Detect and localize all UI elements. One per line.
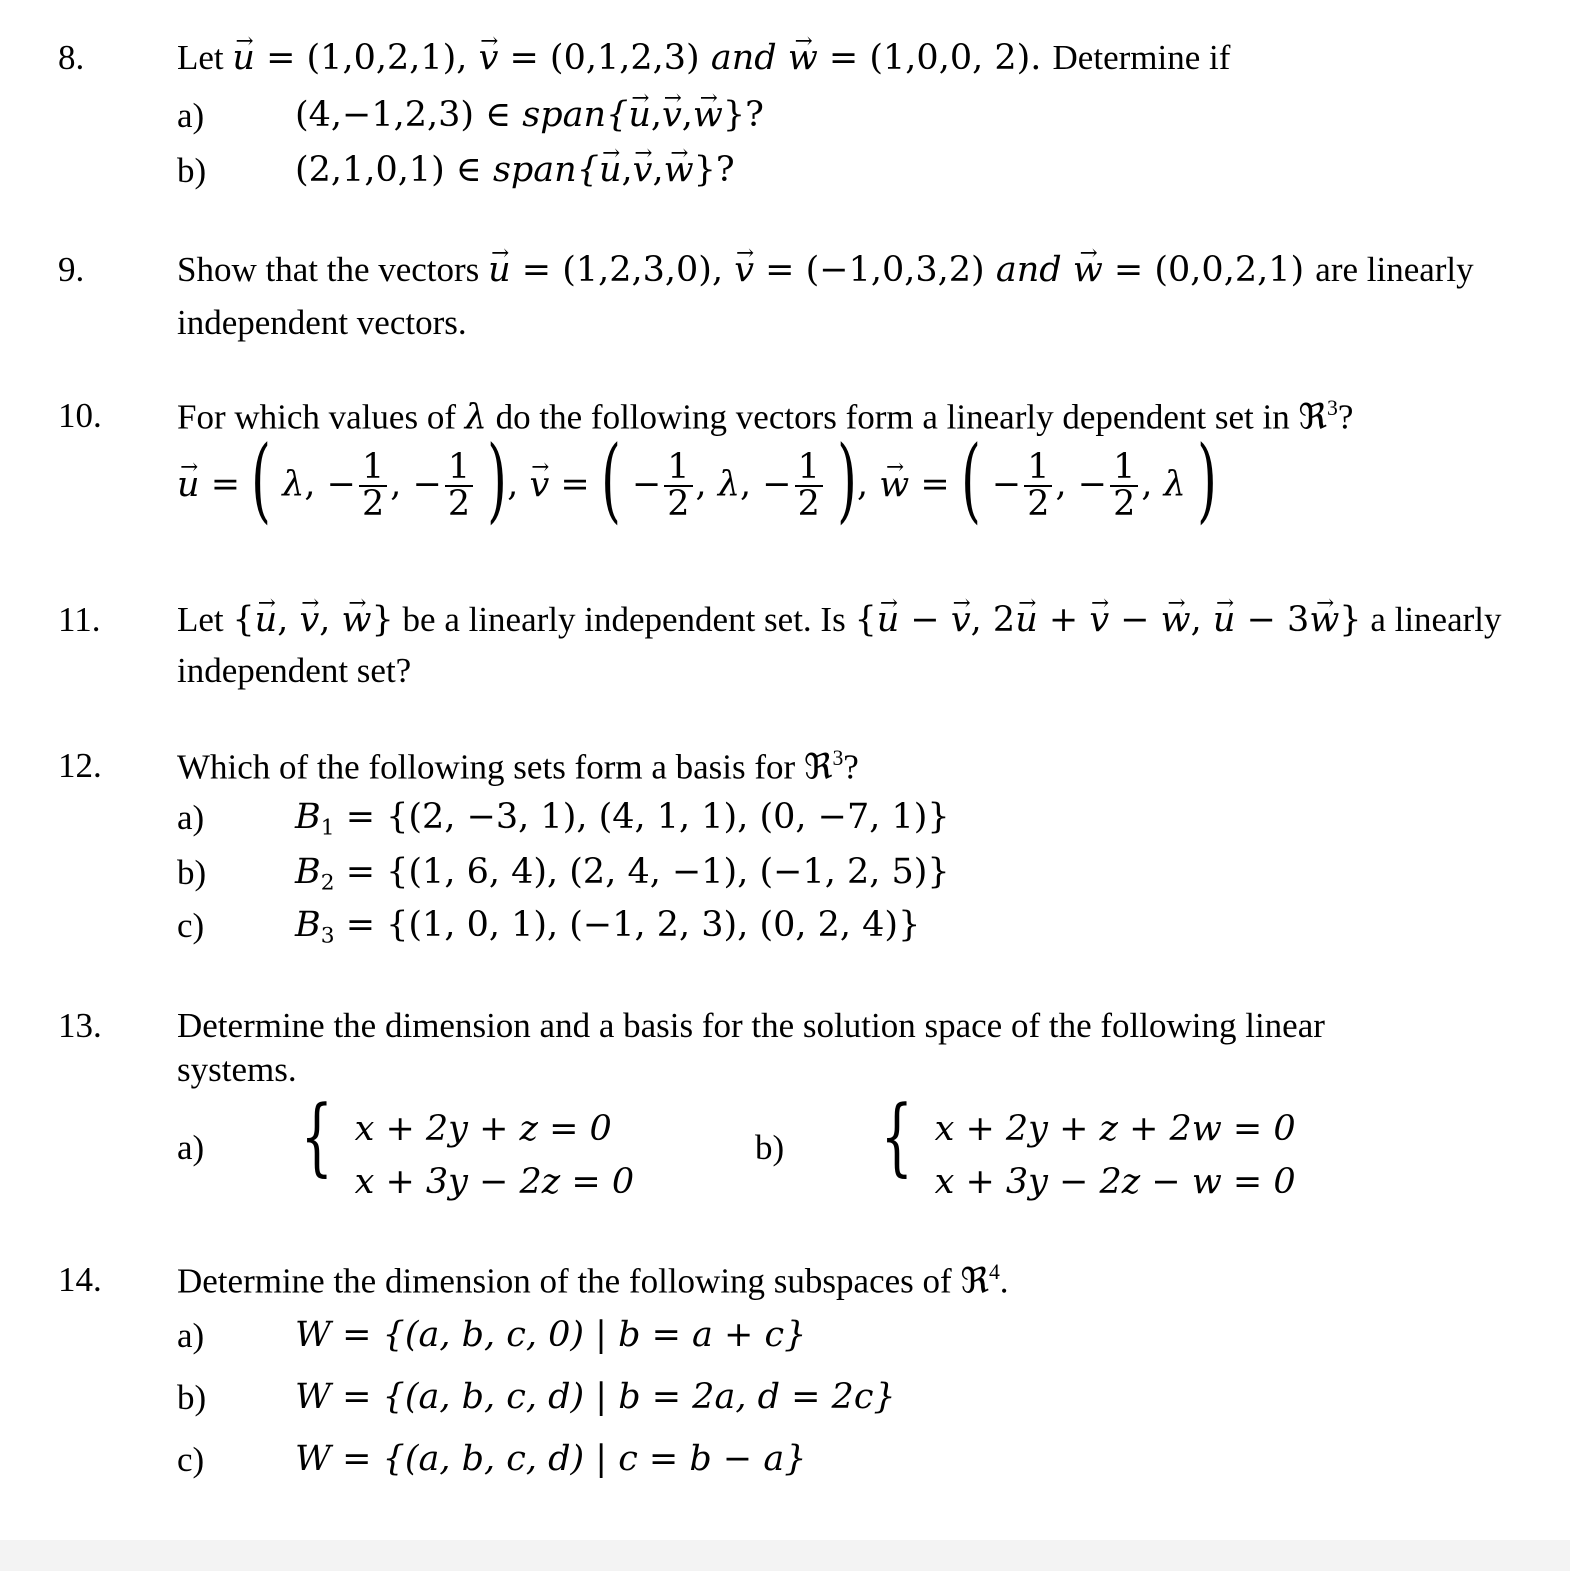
q12-exp: 3	[832, 746, 844, 770]
q13-a-eq1: x + 2y + z = 0	[354, 1109, 612, 1149]
q11-new-set: {u → − v →, 2u → + v → − w →, u → − 3w →}	[854, 600, 1361, 640]
q10-text-a: For which values of	[177, 397, 456, 437]
q11-text-b: be a linearly independent set. Is	[402, 600, 846, 639]
q10-qmark: ?	[1337, 397, 1354, 437]
q13-line2: systems.	[177, 1050, 297, 1089]
q8-w-def: = (1,0,0, 2).	[828, 38, 1042, 78]
q8-a-tuple: (4,−1,2,3)	[295, 95, 475, 135]
q13-a-system: { x + 2y + z = 0 x + 3y − 2z = 0	[290, 1094, 634, 1208]
q14-b-label: b)	[177, 1378, 207, 1417]
q12-text: Which of the following sets form a basis for	[177, 747, 796, 787]
q11-line2: independent set?	[177, 651, 412, 690]
q12-line1	[177, 746, 859, 788]
q14-a-label: a)	[177, 1316, 205, 1355]
q14-a-set: W = {(a, b, c, 0) | b = a + c}	[295, 1315, 807, 1355]
q8-and: and	[710, 38, 777, 78]
page-bottom-edge	[0, 1540, 1570, 1571]
q12-number: 12.	[58, 746, 102, 785]
q11-text-c: a linearly	[1370, 600, 1502, 639]
q9-line1: Show that the vectors u → = (1,2,3,0), v → = (−1,0,3,2) and w → = (0,0,2,1) are linearly	[177, 252, 1474, 288]
q13-number: 13.	[58, 1006, 102, 1045]
q13-b-eq2: x + 3y − 2z − w = 0	[934, 1161, 1296, 1202]
q14-exp: 4	[988, 1260, 1000, 1284]
q8-b-tuple: (2,1,0,1)	[295, 150, 445, 190]
q9-line2: independent vectors.	[177, 303, 467, 342]
q10-lambda: λ	[464, 397, 487, 438]
q12-space: ℜ	[803, 747, 833, 788]
fraction-half: $\frac{1}{2}$	[359, 450, 387, 522]
q14-b-set: W = {(a, b, c, d) | b = 2a, d = 2c}	[295, 1377, 896, 1417]
q10-number: 10.	[58, 396, 102, 435]
q9-and: and	[995, 250, 1062, 290]
q8-b-label: b)	[177, 151, 207, 190]
q8-a-expr: (4,−1,2,3) ∈ span{u →,v →,w →}?	[295, 98, 764, 133]
q13-line1: Determine the dimension and a basis for the solution space of the following linear	[177, 1006, 1325, 1045]
w-symbol: w →	[788, 41, 818, 76]
q13-a-eq2: x + 3y − 2z = 0	[354, 1161, 635, 1202]
q14-space: ℜ	[960, 1261, 989, 1302]
q14-text: Determine the dimension of the following subspaces of	[177, 1261, 952, 1301]
q8-v-def: = (0,1,2,3)	[509, 38, 700, 78]
q10-w: w →	[879, 468, 909, 503]
q12-c-set: $B_3 = \{(1$, 0, 1), (−1, 2, 3), (0, 2, 4)}	[295, 905, 921, 949]
q8-a-span: ∈ span{	[485, 95, 629, 135]
q10-text-b: do the following vectors form a linearly dependent set in	[495, 397, 1290, 437]
q8-a-label: a)	[177, 96, 205, 135]
q8-b-span: ∈ span{	[455, 150, 599, 190]
q12-b-set: $B_2 = \{(1$, 6, 4), (2, 4, −1), (−1, 2, 5)}	[295, 852, 950, 896]
q8-b-expr: (2,1,0,1) ∈ span{u →,v →,w →}?	[295, 153, 735, 188]
q12-c-label: c)	[177, 906, 205, 945]
q8-u-def: = (1,0,2,1),	[266, 38, 468, 78]
q11-line1: Let {u →, v →, w →} be a linearly independent set. Is {u → − v →, 2u → + v → − w →, u → − 3w →} a linearly	[177, 602, 1502, 638]
q10-space: ℜ	[1298, 397, 1328, 438]
q12-a-label: a)	[177, 798, 205, 837]
q14-number: 14.	[58, 1260, 102, 1299]
q12-qmark: ?	[843, 747, 859, 787]
q10-v: v →	[530, 468, 550, 503]
q9-intro: Show that the vectors	[177, 250, 480, 289]
q12-b-label: b)	[177, 853, 207, 892]
q9-number: 9.	[58, 250, 85, 289]
q10-vectors: u → = ( λ, − $\frac{1}{2}$ , − $\frac{1}{2}$ ), v → = ( − $\frac{1}{2}$ , λ, − $\frac{1}{2}$ ), w → = ( − $\frac{1}{2}$ , − $\frac{1}{2}$ , λ )	[177, 440, 1217, 532]
q12-a-set: $B_1 = \{(2$, −3, 1), (4, 1, 1), (0, −7, 1)}	[295, 797, 950, 841]
q9-tail: are linearly	[1315, 250, 1474, 289]
q8-number: 8.	[58, 38, 85, 77]
q8-determine: Determine if	[1052, 38, 1231, 77]
q14-period: .	[999, 1261, 1009, 1301]
q10-exp: 3	[1327, 396, 1338, 420]
v-symbol: v →	[479, 41, 499, 76]
q13-b-eq1: x + 2y + z + 2w = 0	[934, 1109, 1296, 1149]
q10-u: u →	[177, 468, 200, 503]
q8-line	[177, 40, 1230, 76]
q9-u-def: = (1,2,3,0),	[521, 250, 724, 290]
q8-b-close: }?	[693, 150, 735, 190]
q11-let: Let	[177, 600, 224, 639]
q14-c-set: W = {(a, b, c, d) | c = b − a}	[295, 1439, 807, 1479]
q13-b-system: { x + 2y + z + 2w = 0 x + 3y − 2z − w = 0	[870, 1094, 1296, 1208]
q9-v-def: = (−1,0,3,2)	[765, 250, 985, 290]
q8-vectors	[232, 38, 1052, 78]
q8-a-close: }?	[722, 95, 764, 135]
q11-number: 11.	[58, 600, 101, 639]
q10-line1	[177, 396, 1354, 438]
q13-b-label: b)	[755, 1128, 785, 1167]
q8-let: Let	[177, 38, 224, 77]
u-symbol: u →	[232, 41, 255, 76]
q14-c-label: c)	[177, 1440, 205, 1479]
q9-w-def: = (0,0,2,1)	[1113, 250, 1305, 290]
q14-line1	[177, 1260, 1009, 1302]
q13-a-label: a)	[177, 1128, 205, 1167]
